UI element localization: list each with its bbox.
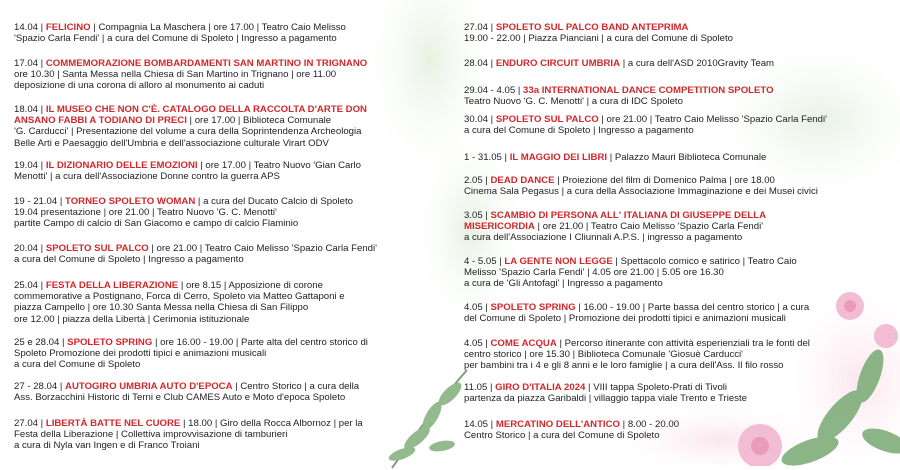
event-text: | Compagnia La Maschera | ore 17.00 | Teatro Caio Melisso [90, 22, 346, 33]
event-text: a cura dell'Associazione I Cliunnali A.P.S. | ingresso a pagamento [464, 232, 743, 244]
event-text: a cura del Comune di Spoleto [14, 359, 141, 371]
event-title: ANSANO FABBI A TODIANO DI PRECI [14, 115, 187, 127]
event-text: centro storico | ore 15.30 | Biblioteca Comunale 'Giosuè Carducci' [464, 349, 744, 361]
event-entry [14, 337, 368, 371]
event-text: | VIII tappa Spoleto-Prati di Tivoli [585, 382, 728, 393]
event-entry [14, 418, 363, 452]
event-line [14, 218, 353, 229]
event-line [464, 338, 810, 349]
event-entry [464, 382, 747, 404]
event-text: piazza Campello | ore 10.30 Santa Messa nella Chiesa di San Filippo [14, 302, 309, 314]
event-line [464, 313, 809, 324]
event-text: 29.04 - 4.05 | [464, 85, 524, 96]
event-line [464, 278, 797, 289]
event-title: IL MUSEO CHE NON C'È. CATALOGO DELLA RACCOLTA D'ARTE DON [45, 104, 367, 115]
event-line [14, 22, 346, 33]
event-text: Teatro Nuovo 'G. C. Menotti' | a cura di IDC Spoleto [464, 96, 683, 108]
event-text: | Spettacolo comico e satirico | Teatro Caio [612, 256, 797, 267]
event-text: del Comune di Spoleto | Promozione dei prodotti tipici e animazioni musicali [464, 313, 786, 325]
event-text: 19.04 | [14, 160, 46, 171]
event-text: 'Spazio Carla Fendi' | a cura del Comune di Spoleto | Ingresso a pagamento [14, 33, 337, 45]
event-title: SCAMBIO DI PERSONA ALL' ITALIANA DI GIUSEPPE DELLA [490, 210, 767, 221]
event-line [14, 254, 377, 265]
event-text: 4.05 | [464, 338, 491, 349]
event-text: | Proiezione del film di Domenico Palma | ore 18.00 [554, 175, 775, 186]
event-text: 20.04 | [14, 243, 46, 254]
event-line [464, 210, 766, 221]
event-line [464, 430, 679, 441]
event-text: 4 - 5.05 | [464, 256, 505, 267]
event-title: IL DIZIONARIO DELLE EMOZIONI [45, 160, 198, 171]
event-text: | Percorso itinerante con attività esperienziali tra le fonti del [556, 338, 810, 349]
event-title: SPOLETO SUL PALCO [495, 114, 599, 125]
event-line [464, 175, 818, 186]
event-text: | ore 21.00 | Teatro Caio Melisso 'Spazio Carla Fendi' [534, 221, 764, 233]
event-text: 19.04 presentazione | ore 21.00 | Teatro Nuovo 'G. C. Menotti' [14, 207, 277, 219]
event-text: | ore 17.00 | Biblioteca Comunale [186, 115, 332, 127]
event-entry [14, 160, 361, 182]
event-line [14, 314, 345, 325]
event-line [14, 196, 353, 207]
event-line [464, 152, 766, 163]
event-line [14, 58, 367, 69]
event-text: 25.04 | [14, 280, 46, 291]
event-entry [464, 419, 679, 441]
event-line [464, 232, 766, 243]
event-line [14, 280, 345, 291]
event-text: | Palazzo Mauri Biblioteca Comunale [607, 152, 767, 163]
event-line [14, 160, 361, 171]
event-line [464, 419, 679, 430]
event-text: 27.04 | [464, 22, 496, 33]
event-text: 19.00 - 22.00 | Piazza Pianciani | a cura del Comune di Spoleto [464, 33, 733, 45]
event-text: partite Campo di calcio di San Giacomo e campo di calcio Flaminio [14, 218, 299, 230]
event-text: Spoleto Promozione dei prodotti tipici e animazioni musicali [14, 348, 267, 360]
event-line [464, 22, 733, 33]
event-text: | ore 21.00 | Teatro Caio Melisso 'Spazio Carla Fendi' [598, 114, 827, 125]
event-text: per bambini tra i 4 e gli 8 anni e le loro famiglie | a cura dell'Ass. Il filo rosso [464, 360, 784, 372]
event-text: Belle Arti e Paesaggio dell'Umbria e dell'associazione culturale Virart ODV [14, 137, 329, 149]
event-line [14, 348, 368, 359]
event-title: MERCATINO DELL'ANTICO [495, 419, 620, 430]
event-entry [14, 243, 377, 265]
event-entry [464, 210, 766, 244]
event-text: | 18.00 | Giro della Rocca Albornoz | per la [180, 418, 363, 429]
event-text: | 8.00 - 20.00 [620, 419, 680, 430]
event-line [14, 69, 367, 80]
event-text: Ass. Borzacchini Historic di Terni e Club CAMES Auto e Moto d'epoca Spoleto [14, 392, 346, 404]
event-title: AUTOGIRO UMBRIA AUTO D'EPOCA [65, 381, 233, 392]
event-title: MISERICORDIA [464, 221, 535, 233]
event-line [14, 337, 368, 348]
event-title: SPOLETO SPRING [490, 302, 576, 313]
event-line [464, 221, 766, 232]
event-line [464, 58, 774, 69]
event-title: LA GENTE NON LEGGE [504, 256, 613, 267]
event-line [14, 359, 368, 370]
event-text: | Centro Storico | a cura della [232, 381, 360, 392]
event-entry [464, 85, 774, 107]
event-text: Centro Storico | a cura del Comune di Spoleto [464, 430, 660, 442]
event-entry [464, 114, 827, 136]
event-text: | ore 8.15 | Apposizione di corone [178, 280, 323, 291]
event-text: 30.04 | [464, 114, 496, 125]
event-title: GIRO D'ITALIA 2024 [495, 382, 586, 393]
event-text: 25 e 28.04 | [14, 337, 68, 348]
event-title: COME ACQUA [490, 338, 557, 349]
event-text: a cura di Nyla van Ingen e di Franco Troiani [14, 440, 200, 452]
event-text: 19 - 21.04 | [14, 196, 66, 207]
event-text: 'G. Carducci' | Presentazione del volume a cura della Soprintendenza Archeologia [14, 126, 362, 138]
event-title: COMMEMORAZIONE BOMBARDAMENTI SAN MARTINO IN TRIGNANO [45, 58, 368, 69]
event-entry [14, 58, 367, 92]
event-text: 3.05 | [464, 210, 491, 221]
event-text: commemorative a Postignano, Forca di Cerro, Spoleto via Matteo Gattaponi e [14, 291, 345, 303]
event-text: ore 10.30 | Santa Messa nella Chiesa di San Martino in Trignano | ore 11.00 [14, 69, 337, 81]
event-text: Melisso 'Spazio Carla Fendi' | 4.05 ore 21.00 | 5.05 ore 16.30 [464, 267, 724, 279]
event-line [14, 429, 363, 440]
event-entry [14, 381, 359, 403]
event-text: 17.04 | [14, 58, 46, 69]
event-line [14, 440, 363, 451]
event-entry [14, 280, 345, 325]
event-text: | a cura dell'ASD 2010Gravity Team [620, 58, 775, 69]
event-title: SPOLETO SPRING [67, 337, 153, 348]
event-text: 27.04 | [14, 418, 46, 429]
event-text: | a cura del Ducato Calcio di Spoleto [195, 196, 353, 207]
event-text: Cinema Sala Pegasus | a cura della Associazione Immaginazione e dei Musei civici [464, 186, 818, 198]
event-title: LIBERTÀ BATTE NEL CUORE [45, 418, 181, 429]
event-line [464, 360, 810, 371]
event-line [14, 104, 367, 115]
event-title: SPOLETO SUL PALCO [45, 243, 149, 254]
event-line [464, 382, 747, 393]
event-entry [464, 58, 774, 69]
event-title: ENDURO CIRCUIT UMBRIA [495, 58, 621, 69]
event-line [464, 114, 827, 125]
event-text: 28.04 | [464, 58, 496, 69]
event-line [464, 96, 774, 107]
event-text: 1 - 31.05 | [464, 152, 510, 163]
event-line [14, 80, 367, 91]
event-entry [464, 338, 810, 372]
event-text: deposizione di una corona di alloro al monumento ai caduti [14, 80, 265, 92]
event-text: partenza da piazza Garibaldi | villaggio tappa viale Trento e Trieste [464, 393, 748, 405]
event-line [14, 291, 345, 302]
event-line [14, 171, 361, 182]
event-title: 33a INTERNATIONAL DANCE COMPETITION SPOLETO [523, 85, 774, 96]
event-entry [14, 22, 346, 44]
event-line [14, 115, 367, 126]
event-title: SPOLETO SUL PALCO BAND ANTEPRIMA [495, 22, 689, 33]
event-line [464, 33, 733, 44]
event-text: a cura de 'Gli Antofagi' | Ingresso a pagamento [464, 278, 663, 290]
event-text: | 16.00 - 19.00 | Parte bassa del centro storico | a cura [575, 302, 810, 313]
event-text: 4.05 | [464, 302, 491, 313]
event-line [14, 302, 345, 313]
event-entry [14, 196, 353, 230]
event-line [464, 186, 818, 197]
event-text: 18.04 | [14, 104, 46, 115]
event-text: | ore 21.00 | Teatro Caio Melisso 'Spazio Carla Fendi' [148, 243, 377, 254]
event-text: 14.05 | [464, 419, 496, 430]
event-line [14, 207, 353, 218]
event-line [464, 349, 810, 360]
event-line [464, 393, 747, 404]
event-text: a cura del Comune di Spoleto | Ingresso a pagamento [14, 254, 244, 266]
event-title: FELICINO [45, 22, 91, 33]
event-line [464, 267, 797, 278]
event-text: ore 12.00 | piazza della Libertà | Cerimonia istituzionale [14, 313, 250, 325]
event-line [14, 126, 367, 137]
event-line [14, 381, 359, 392]
event-line [464, 85, 774, 96]
event-text: 2.05 | [464, 175, 491, 186]
event-line [14, 138, 367, 149]
event-title: FESTA DELLA LIBERAZIONE [45, 280, 179, 291]
event-entry [464, 256, 797, 290]
event-text: | ore 16.00 - 19.00 | Parte alta del centro storico di [152, 337, 368, 348]
event-text: Menotti' | a cura dell'Associazione Donne contro la guerra APS [14, 171, 280, 183]
event-entry [14, 104, 367, 149]
event-line [14, 392, 359, 403]
event-title: TORNEO SPOLETO WOMAN [65, 196, 196, 207]
event-line [14, 243, 377, 254]
event-line [14, 33, 346, 44]
event-text: a cura del Comune di Spoleto | Ingresso a pagamento [464, 125, 694, 137]
event-line [464, 302, 809, 313]
event-line [464, 256, 797, 267]
event-entry [464, 302, 809, 324]
event-text: 14.04 | [14, 22, 46, 33]
event-text: Festa della Liberazione | Collettiva improvvisazione di tamburieri [14, 429, 288, 441]
event-text: 11.05 | [464, 382, 496, 393]
event-title: IL MAGGIO DEI LIBRI [509, 152, 608, 163]
event-entry [464, 152, 766, 163]
event-title: DEAD DANCE [490, 175, 555, 186]
event-entry [464, 175, 818, 197]
event-text: | ore 17.00 | Teatro Nuovo 'Gian Carlo [197, 160, 362, 171]
event-text: 27 - 28.04 | [14, 381, 66, 392]
event-entry [464, 22, 733, 44]
event-line [464, 125, 827, 136]
event-line [14, 418, 363, 429]
